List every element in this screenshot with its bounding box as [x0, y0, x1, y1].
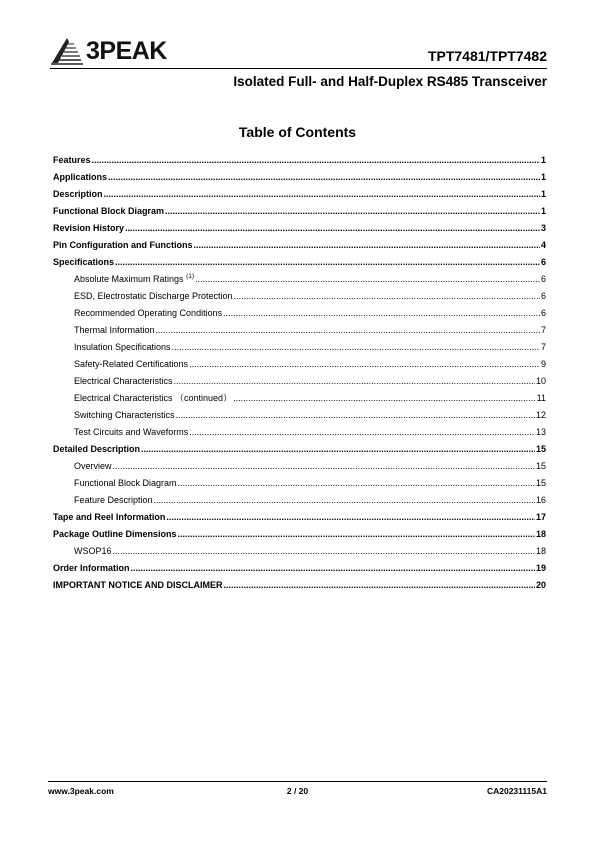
toc-entry-label — [74, 291, 233, 302]
toc-entry-text: Test Circuits and Waveforms — [74, 427, 189, 437]
toc-entry-label — [53, 189, 103, 200]
toc-entry[interactable] — [53, 512, 546, 529]
toc-leader-dots — [115, 257, 540, 268]
toc-entry-text: Description — [53, 189, 103, 199]
toc-leader-dots — [224, 580, 535, 591]
toc-leader-dots — [92, 155, 540, 166]
toc-entry[interactable] — [53, 529, 546, 546]
toc-leader-dots — [104, 189, 540, 200]
toc-entry-label — [74, 308, 222, 319]
toc-entry-label — [53, 206, 164, 217]
toc-entry[interactable] — [53, 291, 546, 308]
toc-entry-text: ESD, Electrostatic Discharge Protection — [74, 291, 233, 301]
toc-entry-page: 6 — [540, 291, 546, 301]
logo-text: 3PEAK — [86, 37, 167, 65]
toc-entry-page: 20 — [535, 580, 546, 590]
toc-entry-label — [53, 172, 107, 183]
toc-entry-page: 7 — [540, 342, 546, 352]
toc-entry-page: 18 — [535, 546, 546, 556]
toc-entry-page: 17 — [535, 512, 546, 522]
toc-leader-dots — [178, 478, 535, 489]
toc-entry-text: Feature Description — [74, 495, 153, 505]
toc-entry-page: 1 — [540, 155, 546, 165]
toc-entry-page: 9 — [540, 359, 546, 369]
toc-entry[interactable] — [53, 206, 546, 223]
footer-doc-code: CA20231115A1 — [486, 786, 547, 796]
toc-entry-page: 1 — [540, 206, 546, 216]
toc-entry-label — [74, 478, 177, 489]
toc-leader-dots — [223, 308, 540, 319]
toc-entry-page: 6 — [540, 274, 546, 284]
toc-entry-text: Detailed Description — [53, 444, 141, 454]
toc-entry[interactable] — [53, 189, 546, 206]
toc-entry[interactable] — [53, 410, 546, 427]
toc-entry-text: Insulation Specifications — [74, 342, 171, 352]
toc-entry[interactable] — [53, 257, 546, 274]
toc-leader-dots — [233, 393, 536, 404]
toc-entry-label — [53, 257, 114, 268]
toc-entry-page: 11 — [536, 393, 546, 403]
toc-entry-label — [53, 529, 177, 540]
toc-leader-dots — [125, 223, 540, 234]
toc-entry[interactable] — [53, 546, 546, 563]
toc-entry[interactable] — [53, 393, 546, 410]
toc-entry[interactable] — [53, 461, 546, 478]
toc-entry-label — [74, 495, 153, 506]
toc-entry[interactable] — [53, 427, 546, 444]
toc-entry-page: 15 — [535, 461, 546, 471]
part-number: TPT7481/TPT7482 — [427, 48, 547, 64]
toc-entry-label — [53, 563, 130, 574]
footer-divider — [48, 781, 547, 782]
toc-entry-text: Features — [53, 155, 91, 165]
toc-entry-page: 15 — [535, 478, 546, 488]
footer-website-link[interactable]: www.3peak.com — [48, 786, 114, 796]
toc-entry[interactable] — [53, 495, 546, 512]
toc-entry[interactable] — [53, 444, 546, 461]
document-subtitle: Isolated Full- and Half-Duplex RS485 Transceiver — [233, 74, 547, 89]
toc-entry-text: Functional Block Diagram — [74, 478, 177, 488]
toc-leader-dots — [156, 325, 540, 336]
toc-entry-label — [74, 427, 188, 438]
toc-leader-dots — [178, 529, 535, 540]
footer-page-number: 2 / 20 — [286, 786, 309, 796]
toc-entry-text: Tape and Reel Information — [53, 512, 166, 522]
toc-leader-dots — [174, 376, 535, 387]
toc-entry-label — [53, 155, 91, 166]
toc-leader-dots — [166, 512, 535, 523]
toc-entry-label — [74, 376, 173, 387]
toc-entry-page: 4 — [540, 240, 546, 250]
toc-entry-text: Applications — [53, 172, 108, 182]
toc-entry[interactable] — [53, 325, 546, 342]
toc-entry-text: Electrical Characteristics （continued） — [74, 393, 233, 403]
toc-entry-text: Safety-Related Certifications — [74, 359, 189, 369]
toc-entry-page: 3 — [540, 223, 546, 233]
toc-entry[interactable] — [53, 580, 546, 597]
footnote-marker: (1) — [186, 273, 195, 280]
toc-leader-dots — [189, 427, 535, 438]
toc-entry-page: 1 — [540, 189, 546, 199]
toc-entry-text: Functional Block Diagram — [53, 206, 165, 216]
toc-entry-label — [74, 359, 188, 370]
toc-entry-text: Revision History — [53, 223, 125, 233]
toc-entry[interactable] — [53, 240, 546, 257]
toc-entry[interactable] — [53, 172, 546, 189]
toc-entry-label — [74, 342, 171, 353]
toc-entry-text: Thermal Information — [74, 325, 155, 335]
toc-entry-text: Order Information — [53, 563, 130, 573]
toc-leader-dots — [141, 444, 535, 455]
toc-entry-text: Recommended Operating Conditions — [74, 308, 223, 318]
header-divider — [50, 68, 547, 69]
toc-entry-page: 10 — [535, 376, 546, 386]
toc-entry-page: 6 — [540, 257, 546, 267]
toc-leader-dots — [131, 563, 535, 574]
toc-leader-dots — [189, 359, 540, 370]
toc-entry-label — [74, 274, 194, 285]
toc-entry[interactable] — [53, 308, 546, 325]
toc-entry-text: Pin Configuration and Functions — [53, 240, 193, 250]
toc-leader-dots — [165, 206, 540, 217]
company-logo — [50, 36, 190, 68]
peak-logo-icon — [50, 36, 84, 66]
toc-entry[interactable] — [53, 563, 546, 580]
toc-entry[interactable] — [53, 223, 546, 240]
toc-entry-page: 1 — [540, 172, 546, 182]
toc-entry-text: Switching Characteristics — [74, 410, 175, 420]
toc-entry-label — [53, 444, 140, 455]
toc-entry-label — [74, 393, 232, 404]
toc-entry[interactable] — [53, 478, 546, 495]
toc-entry-label — [74, 410, 175, 421]
toc-entry[interactable] — [53, 376, 546, 393]
toc-entry-text: Specifications — [53, 257, 115, 267]
toc-entry-page: 13 — [535, 427, 546, 437]
toc-leader-dots — [113, 461, 535, 472]
toc-leader-dots — [234, 291, 540, 302]
table-of-contents — [53, 155, 546, 597]
toc-entry-page: 18 — [535, 529, 546, 539]
toc-entry-page: 6 — [540, 308, 546, 318]
toc-entry-label — [53, 580, 223, 591]
toc-entry-label — [53, 240, 193, 251]
toc-entry-label — [74, 546, 112, 557]
toc-entry-label — [74, 461, 112, 472]
toc-entry-text: IMPORTANT NOTICE AND DISCLAIMER — [53, 580, 223, 590]
toc-entry-text: Absolute Maximum Ratings — [74, 274, 184, 284]
toc-entry-text: Overview — [74, 461, 112, 471]
toc-entry-page: 19 — [535, 563, 546, 573]
toc-entry[interactable] — [53, 342, 546, 359]
toc-leader-dots — [113, 546, 535, 557]
toc-entry[interactable] — [53, 359, 546, 376]
toc-entry-text: Electrical Characteristics — [74, 376, 173, 386]
toc-entry-text: Package Outline Dimensions — [53, 529, 177, 539]
toc-leader-dots — [195, 274, 540, 285]
toc-entry-label — [53, 512, 165, 523]
toc-entry-page: 15 — [535, 444, 546, 454]
toc-leader-dots — [176, 410, 535, 421]
toc-entry-label — [74, 325, 155, 336]
toc-entry-label — [53, 223, 124, 234]
toc-leader-dots — [108, 172, 540, 183]
toc-leader-dots — [172, 342, 540, 353]
toc-entry-page: 7 — [540, 325, 546, 335]
toc-entry[interactable] — [53, 155, 546, 172]
toc-entry-page: 12 — [535, 410, 546, 420]
toc-entry-page: 16 — [535, 495, 546, 505]
toc-leader-dots — [194, 240, 540, 251]
toc-entry-text: WSOP16 — [74, 546, 112, 556]
toc-title: Table of Contents — [238, 124, 357, 140]
toc-leader-dots — [154, 495, 535, 506]
toc-entry[interactable] — [53, 274, 546, 291]
